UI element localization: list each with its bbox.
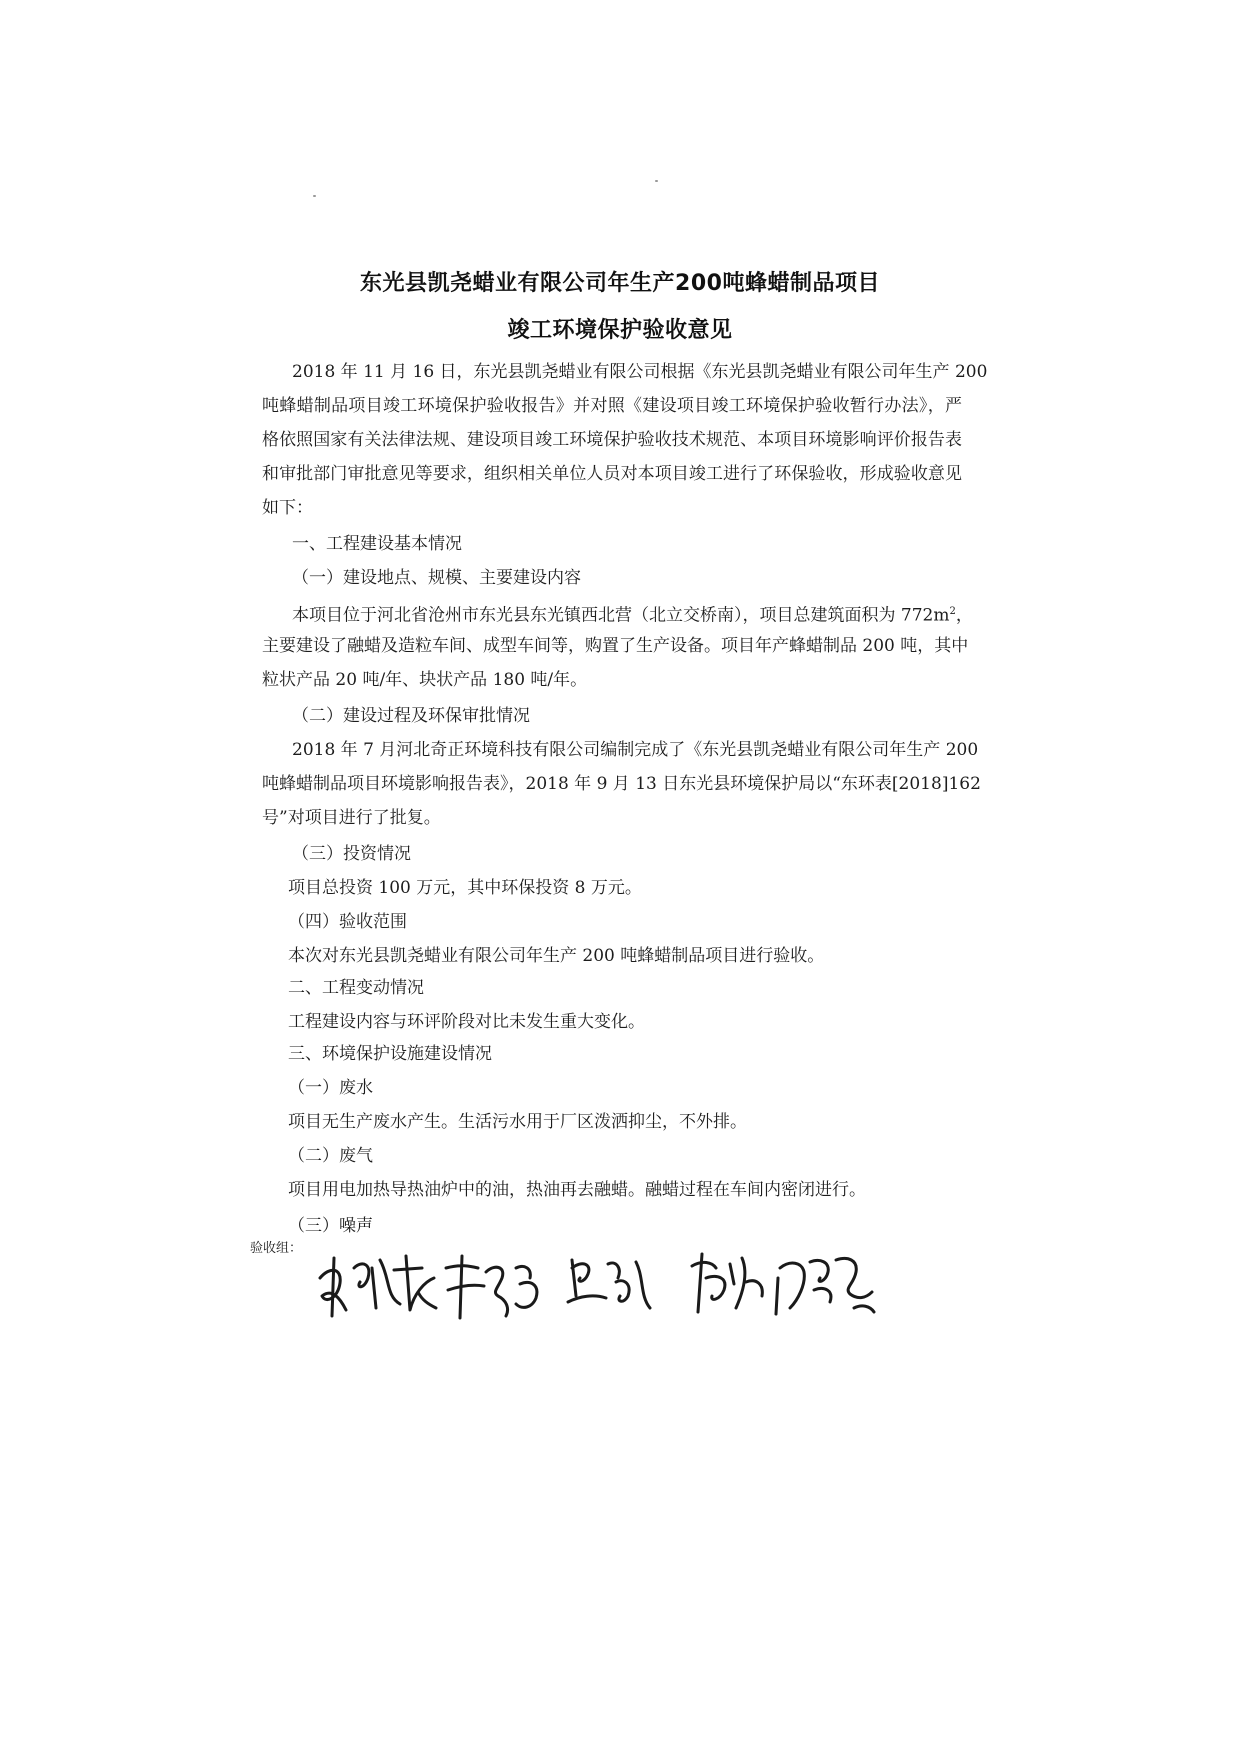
acceptance-group-label: 验收组： bbox=[250, 1241, 303, 1256]
section3-heading: 三、环境保护设施建设情况 bbox=[288, 1044, 492, 1064]
section2-text: 工程建设内容与环评阶段对比未发生重大变化。 bbox=[288, 1012, 645, 1032]
location-text: 本项目位于河北省沧州市东光县东光镇西北营（北立交桥南），项目总建筑面积为 772m bbox=[292, 605, 950, 626]
scan-speck bbox=[313, 195, 316, 197]
signature-3 bbox=[568, 1260, 650, 1308]
section1-sub1-line3: 粒状产品 20 吨/年、块状产品 180 吨/年。 bbox=[262, 670, 588, 690]
section1-sub4-heading: （四）验收范围 bbox=[288, 912, 407, 932]
section1-sub1-line1 bbox=[292, 595, 973, 633]
intro-line: 如下： bbox=[262, 498, 313, 518]
line-end-punct: ， bbox=[955, 605, 973, 626]
section3-sub2-heading: （二）废气 bbox=[288, 1146, 373, 1166]
signature-5 bbox=[776, 1259, 874, 1315]
area-unit-superscript: 2 bbox=[949, 606, 956, 617]
section1-heading: 一、工程建设基本情况 bbox=[292, 534, 462, 554]
intro-line: 格依照国家有关法律法规、建设项目竣工环境保护验收技术规范、本项目环境影响评价报告表 bbox=[262, 430, 962, 450]
document-title-line2: 竣工环境保护验收意见 bbox=[507, 318, 733, 343]
signature-4 bbox=[692, 1254, 762, 1312]
section2-heading: 二、工程变动情况 bbox=[288, 978, 424, 998]
intro-line: 和审批部门审批意见等要求，组织相关单位人员对本项目竣工进行了环保验收，形成验收意见 bbox=[262, 464, 962, 484]
section3-sub1-text: 项目无生产废水产生。生活污水用于厂区泼洒抑尘，不外排。 bbox=[288, 1112, 747, 1132]
section1-sub1-line2: 主要建设了融蜡及造粒车间、成型车间等，购置了生产设备。项目年产蜂蜡制品 200 吨，其中 bbox=[262, 636, 969, 656]
signature-1 bbox=[320, 1256, 436, 1316]
section1-sub1-heading: （一）建设地点、规模、主要建设内容 bbox=[292, 568, 581, 588]
intro-line: 吨蜂蜡制品项目竣工环境保护验收报告》并对照《建设项目竣工环境保护验收暂行办法》，严 bbox=[262, 396, 962, 416]
scan-speck bbox=[655, 180, 658, 182]
section1-sub2-line: 吨蜂蜡制品项目环境影响报告表》，2018 年 9 月 13 日东光县环境保护局以“东环表[2018]162 bbox=[262, 774, 981, 794]
section1-sub3-text: 项目总投资 100 万元，其中环保投资 8 万元。 bbox=[288, 878, 642, 898]
signature-2 bbox=[446, 1256, 537, 1318]
section1-sub2-heading: （二）建设过程及环保审批情况 bbox=[292, 706, 530, 726]
section3-sub3-heading: （三）噪声 bbox=[288, 1216, 373, 1236]
section1-sub4-text: 本次对东光县凯尧蜡业有限公司年生产 200 吨蜂蜡制品项目进行验收。 bbox=[288, 946, 825, 966]
section3-sub1-heading: （一）废水 bbox=[288, 1078, 373, 1098]
intro-line: 2018 年 11 月 16 日，东光县凯尧蜡业有限公司根据《东光县凯尧蜡业有限公司年生产 200 bbox=[292, 362, 988, 382]
section3-sub2-text: 项目用电加热导热油炉中的油，热油再去融蜡。融蜡过程在车间内密闭进行。 bbox=[288, 1180, 866, 1200]
document-title-line1: 东光县凯尧蜡业有限公司年生产200吨蜂蜡制品项目 bbox=[360, 271, 880, 296]
section1-sub3-heading: （三）投资情况 bbox=[292, 844, 411, 864]
section1-sub2-line: 号”对项目进行了批复。 bbox=[262, 808, 441, 828]
handwritten-signatures bbox=[310, 1238, 910, 1348]
section1-sub2-line: 2018 年 7 月河北奇正环境科技有限公司编制完成了《东光县凯尧蜡业有限公司年生产 200 bbox=[292, 740, 979, 760]
